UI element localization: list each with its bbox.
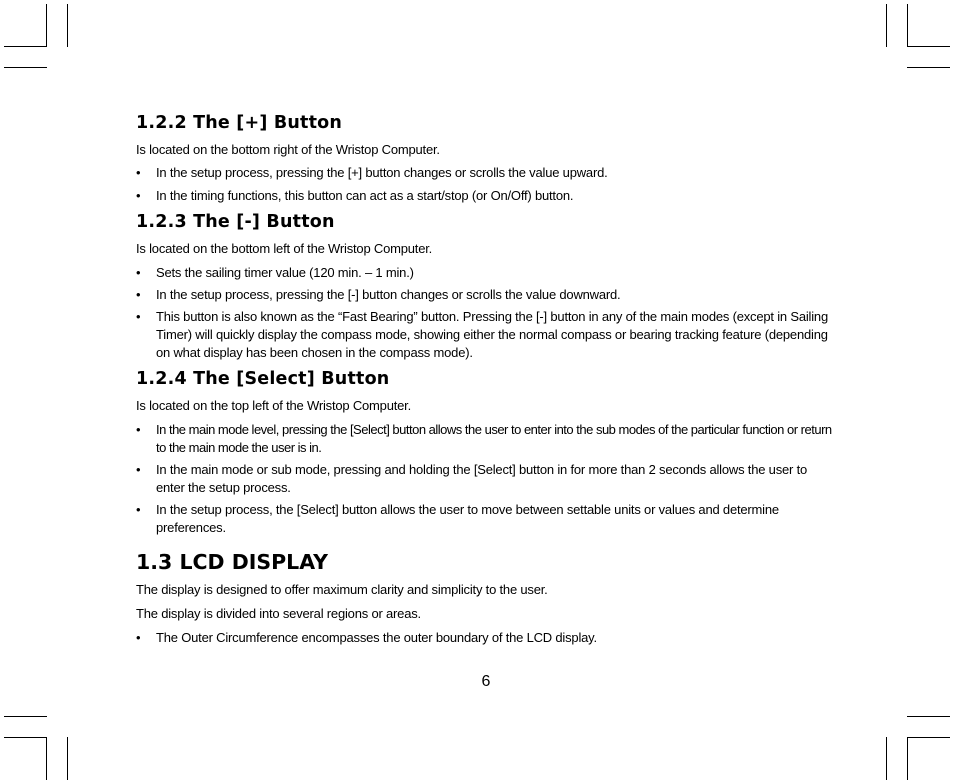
list-item [136,164,832,182]
list-item [136,264,832,282]
crop-mark [46,4,47,47]
list-item-text: In the setup process, pressing the [+] button changes or scrolls the value upward. [156,165,608,180]
crop-mark [4,737,47,738]
bullet-list [136,164,832,205]
list-item-text: In the main mode level, pressing the [Select] button allows the user to enter into the sub modes of the particular function or return to the main mode the user is in. [156,422,832,455]
bullet-list [136,264,832,362]
section-heading: 1.2.3 The [-] Button [136,212,335,232]
bullet-icon: • [136,165,141,180]
bullet-icon: • [136,462,141,477]
list-item [136,308,832,362]
crop-mark [907,737,908,780]
section-intro: The display is designed to offer maximum clarity and simplicity to the user. [136,582,548,597]
list-item-text: In the main mode or sub mode, pressing and holding the [Select] button in for more than 2 seconds allows the user to enter the setup process. [156,462,808,495]
list-item-text: This button is also known as the “Fast Bearing” button. Pressing the [-] button in any of the main modes (except in Sailing Timer) will quickly display the compass mode, showing either the normal compass or bearing tracking feature (depending on what display has been chosen in the compass mode). [156,309,828,360]
bullet-list [136,421,832,537]
bullet-icon: • [136,422,141,437]
section-heading: 1.2.4 The [Select] Button [136,369,390,389]
list-item-text: In the setup process, pressing the [-] button changes or scrolls the value downward. [156,287,621,302]
crop-mark [4,46,47,47]
list-item [136,421,832,457]
list-item-text: In the timing functions, this button can act as a start/stop (or On/Off) button. [156,188,574,203]
crop-mark [46,737,47,780]
list-item [136,187,832,205]
crop-mark [4,716,47,717]
crop-mark [907,46,950,47]
section-heading: 1.3 LCD DISPLAY [136,550,328,574]
list-item [136,286,832,304]
list-item-text: The Outer Circumference encompasses the outer boundary of the LCD display. [156,630,597,645]
crop-mark [886,737,887,780]
crop-mark [907,737,950,738]
crop-mark [67,4,68,47]
list-item [136,461,832,497]
section-intro: Is located on the bottom left of the Wristop Computer. [136,241,433,256]
bullet-icon: • [136,630,141,645]
bullet-list [136,629,832,647]
crop-mark [907,4,908,47]
list-item [136,629,832,647]
crop-mark [67,737,68,780]
page-content [136,112,832,647]
bullet-icon: • [136,265,141,280]
section-intro: The display is divided into several regions or areas. [136,606,421,621]
bullet-icon: • [136,188,141,203]
list-item-text: Sets the sailing timer value (120 min. – 1 min.) [156,265,414,280]
bullet-icon: • [136,502,141,517]
crop-mark [907,716,950,717]
section-intro: Is located on the bottom right of the Wristop Computer. [136,142,440,157]
section-heading: 1.2.2 The [+] Button [136,113,343,133]
list-item [136,501,832,537]
section-intro: Is located on the top left of the Wristop Computer. [136,398,411,413]
crop-mark [886,4,887,47]
bullet-icon: • [136,287,141,302]
page-number: 6 [481,673,491,690]
crop-mark [4,67,47,68]
crop-mark [907,67,950,68]
bullet-icon: • [136,309,141,324]
list-item-text: In the setup process, the [Select] button allows the user to move between settable units or values and determine preferences. [156,502,779,535]
